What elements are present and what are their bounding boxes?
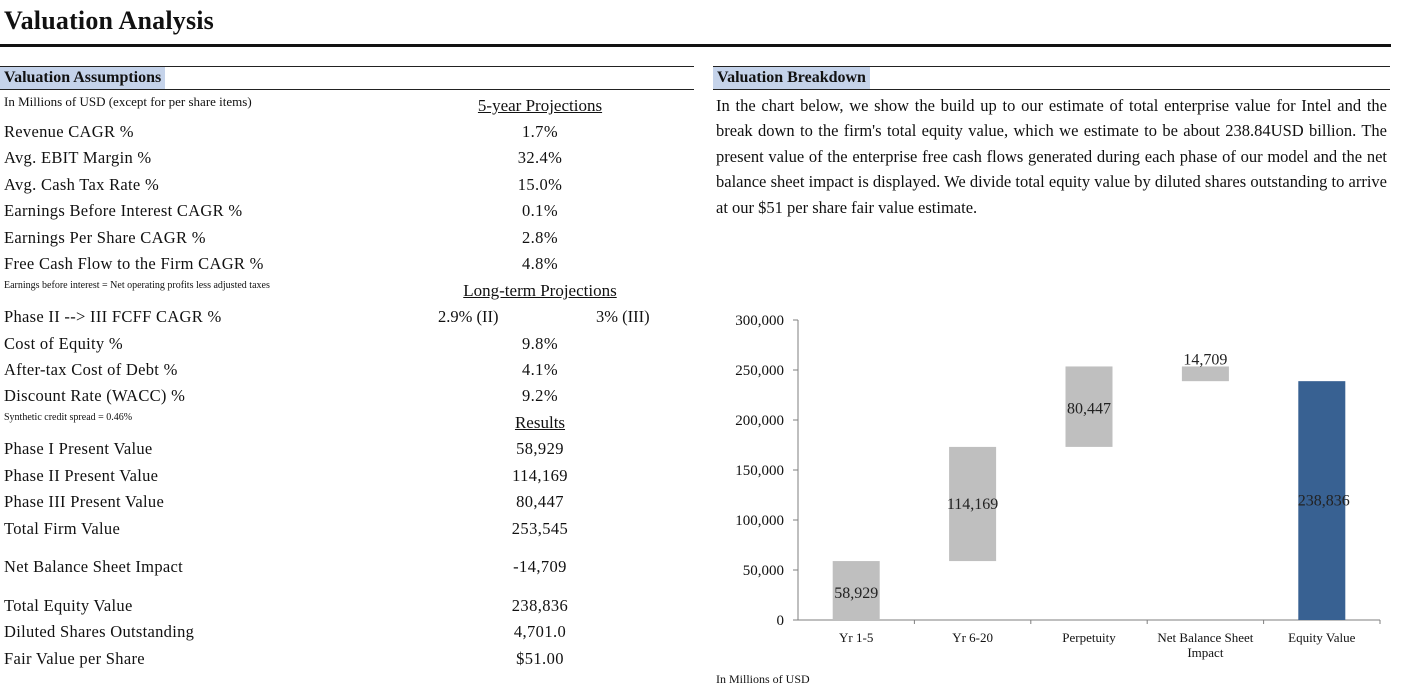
cost-of-debt-value: 4.1%	[522, 360, 558, 379]
ebi-cagr-label: Earnings Before Interest CAGR %	[4, 201, 243, 220]
cost-of-debt-label: After-tax Cost of Debt %	[4, 360, 178, 379]
net-balance-sheet-label: Net Balance Sheet Impact	[4, 557, 183, 576]
fair-value-value: $51.00	[516, 649, 564, 668]
category-label: Impact	[1187, 645, 1224, 660]
eps-cagr-value: 2.8%	[522, 228, 558, 247]
cost-of-equity-label: Cost of Equity %	[4, 334, 123, 353]
category-label: Perpetuity	[1062, 630, 1116, 645]
valuation-assumptions-title: Valuation Assumptions	[0, 67, 165, 89]
fair-value-label: Fair Value per Share	[4, 649, 145, 668]
phase-ii-pv-value: 114,169	[512, 466, 568, 485]
long-term-projections-heading: Long-term Projections	[463, 281, 617, 300]
ebi-definition-note: Earnings before interest = Net operating profits less adjusted taxes	[4, 280, 270, 291]
total-equity-value-label: Total Equity Value	[4, 596, 133, 615]
chart-units-note: In Millions of USD	[716, 672, 810, 686]
cash-tax-rate-value: 15.0%	[517, 175, 563, 194]
fcff-cagr-label: Free Cash Flow to the Firm CAGR %	[4, 254, 264, 273]
five-year-projections-heading: 5-year Projections	[477, 96, 603, 115]
bar-net-balance-sheet-impact	[1182, 366, 1229, 381]
y-tick-label: 200,000	[735, 413, 784, 429]
category-label: Net Balance Sheet	[1157, 630, 1254, 645]
phase-i-pv-value: 58,929	[516, 439, 564, 458]
phase-iii-pv-value: 80,447	[516, 492, 564, 511]
total-firm-value-value: 253,545	[511, 519, 569, 538]
units-note: In Millions of USD (except for per share items)	[4, 94, 252, 109]
ebit-margin-value: 32.4%	[517, 148, 563, 167]
phase-iii-cagr-value: 3% (III)	[596, 307, 650, 326]
total-firm-value-label: Total Firm Value	[4, 519, 121, 538]
y-tick-label: 300,000	[735, 313, 784, 329]
category-label: Yr 6-20	[952, 630, 993, 645]
results-heading: Results	[514, 413, 566, 432]
phase-fcff-cagr-label: Phase II --> III FCFF CAGR %	[4, 307, 222, 326]
phase-ii-pv-label: Phase II Present Value	[4, 466, 159, 485]
total-equity-value-value: 238,836	[511, 596, 569, 615]
category-label: Yr 1-5	[839, 630, 874, 645]
data-label: 80,447	[1067, 400, 1111, 418]
title-divider	[0, 44, 1391, 47]
category-label: Equity Value	[1288, 630, 1356, 645]
wacc-label: Discount Rate (WACC) %	[4, 386, 186, 405]
phase-i-pv-label: Phase I Present Value	[4, 439, 153, 458]
y-tick-label: 100,000	[735, 513, 784, 529]
diluted-shares-value: 4,701.0	[513, 622, 567, 641]
waterfall-chart	[700, 300, 1390, 670]
data-label: 114,169	[946, 495, 999, 513]
data-label: 14,709	[1183, 351, 1228, 369]
ebi-cagr-value: 0.1%	[522, 201, 558, 220]
phase-iii-pv-label: Phase III Present Value	[4, 492, 165, 511]
wacc-value: 9.2%	[522, 386, 558, 405]
ebit-margin-label: Avg. EBIT Margin %	[4, 148, 152, 167]
net-balance-sheet-value: -14,709	[513, 557, 567, 576]
breakdown-paragraph: In the chart below, we show the build up to our estimate of total enterprise value for Intel and the break down to the firm's total equity value, which we estimate to be about 238.84USD billion. The present value of the enterprise free cash flows generated during each phase of our model and the net balance sheet impact is displayed. We divide total equity value by diluted shares outstanding to arrive at our $51 per share fair value estimate.	[716, 96, 1387, 217]
valuation-breakdown-title: Valuation Breakdown	[713, 67, 870, 89]
y-tick-label: 0	[776, 613, 784, 629]
eps-cagr-label: Earnings Per Share CAGR %	[4, 228, 206, 247]
cash-tax-rate-label: Avg. Cash Tax Rate %	[4, 175, 159, 194]
data-label: 238,836	[1297, 492, 1350, 510]
diluted-shares-label: Diluted Shares Outstanding	[4, 622, 195, 641]
y-tick-label: 150,000	[735, 463, 784, 479]
revenue-cagr-value: 1.7%	[522, 122, 558, 141]
y-tick-label: 50,000	[742, 563, 784, 579]
page-title: Valuation Analysis	[4, 6, 215, 35]
revenue-cagr-label: Revenue CAGR %	[4, 122, 134, 141]
valuation-breakdown-header	[713, 66, 1390, 90]
phase-ii-cagr-value: 2.9% (II)	[438, 307, 499, 326]
valuation-assumptions-header	[0, 66, 694, 90]
cost-of-equity-value: 9.8%	[522, 334, 558, 353]
y-tick-label: 250,000	[735, 363, 784, 379]
credit-spread-note: Synthetic credit spread = 0.46%	[4, 412, 133, 423]
data-label: 58,929	[834, 585, 879, 603]
fcff-cagr-value: 4.8%	[522, 254, 558, 273]
